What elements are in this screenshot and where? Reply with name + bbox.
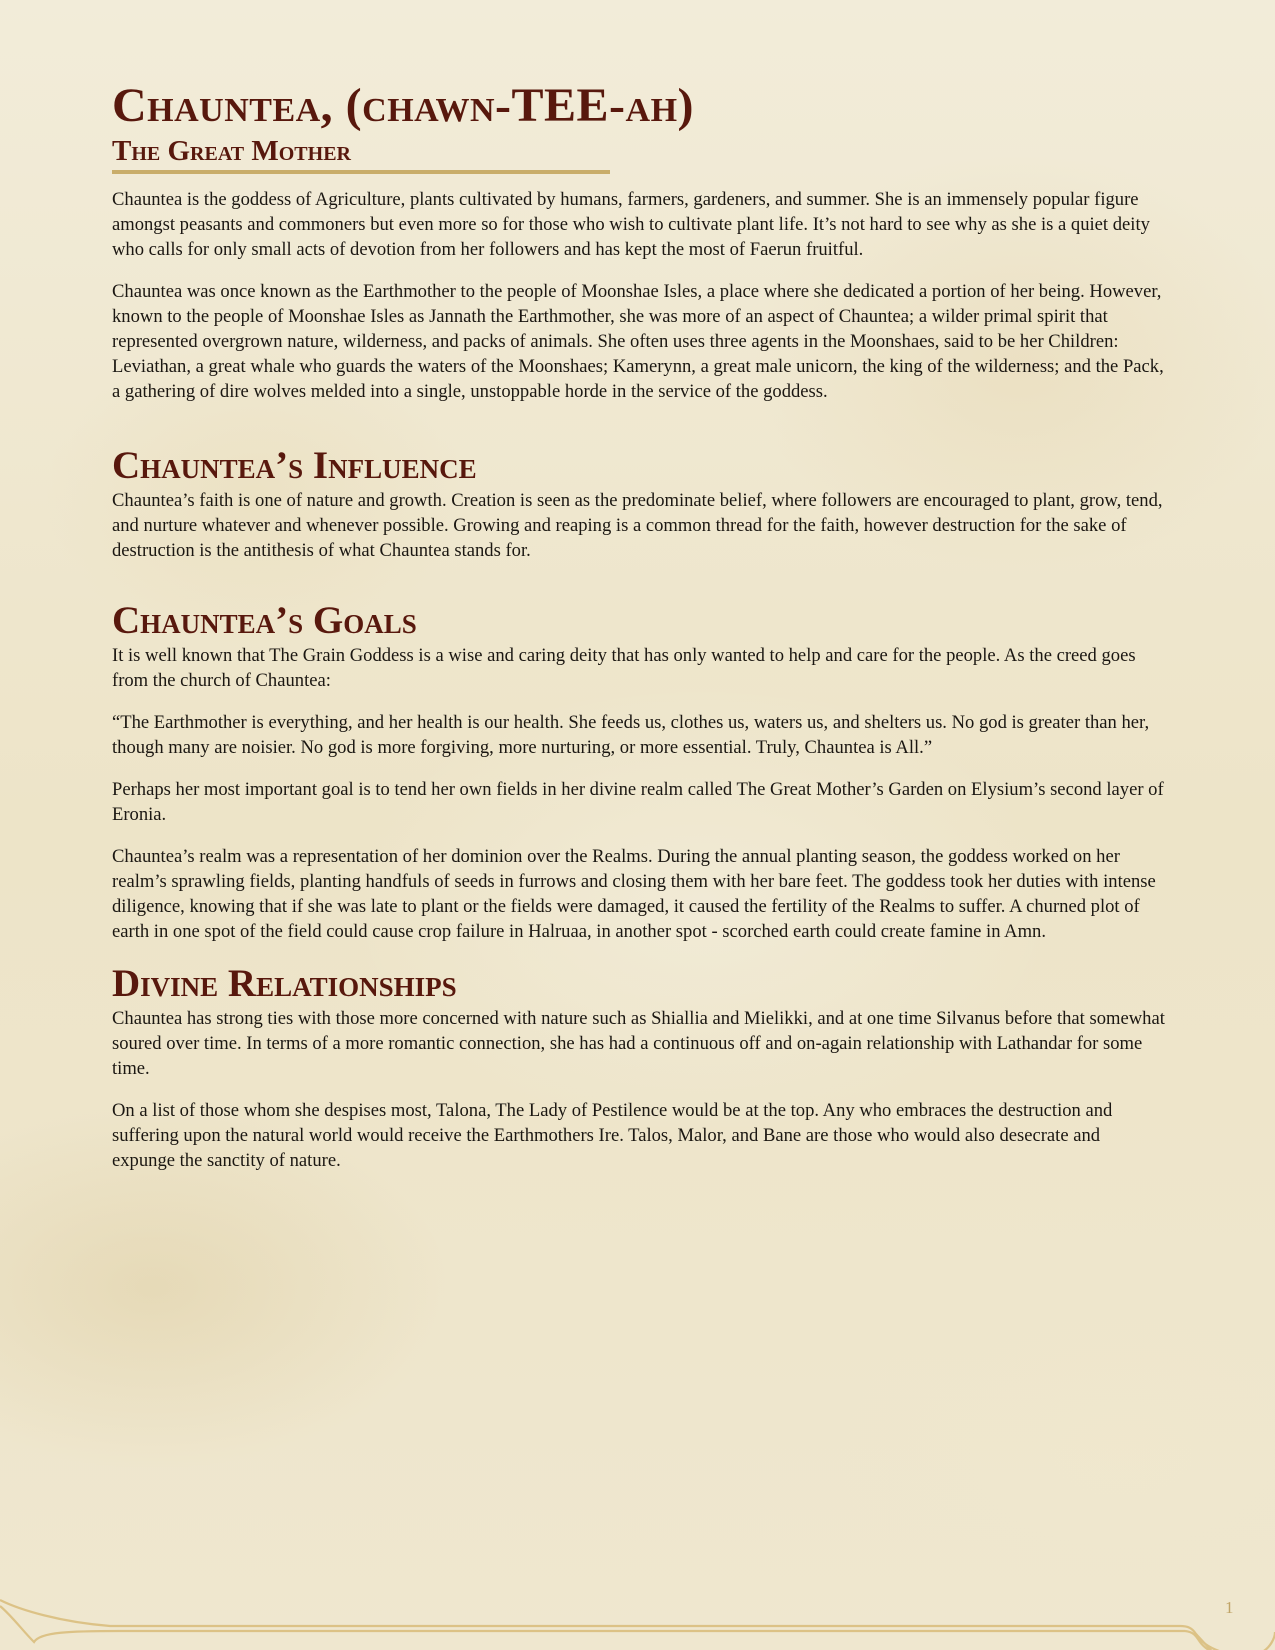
page-number: 1 xyxy=(1225,1598,1234,1617)
section-heading: Chauntea’s Influence xyxy=(112,444,477,487)
intro-paragraph: Chauntea was once known as the Earthmother to the people of Moonshae Isles, a place where she dedicated a portion of her being. However, known to the people of Moonshae Isles as Jannath the Earthmother, she was more of an aspect of Chauntea; a wilder primal spirit that represented overgrown nature, wilderness, and packs of animals. She often uses three agents in the Moonshaes, said to be her Children: Leviathan, a great whale who guards the waters of the Moonshaes; Kamerynn, a great male unicorn, the king of the wilderness; and the Pack, a gathering of dire wolves melded into a single, unstoppable horde in the service of the goddess. xyxy=(112,281,1164,402)
page-title: Chauntea, (chawn-TEE-ah) xyxy=(112,79,695,132)
section-paragraph: Chauntea’s realm was a representation of her dominion over the Realms. During the annual planting season, the goddess worked on her realm’s sprawling fields, planting handfuls of seeds in furrows and closing them with her bare feet. The goddess took her duties with intense diligence, knowing that if she was late to plant or the fields were damaged, it caused the fertility of the Realms to suffer. A churned plot of earth in one spot of the field could cause crop failure in Halruaa, in another spot - scorched earth could create famine in Amn. xyxy=(112,846,1156,942)
section-heading: Divine Relationships xyxy=(112,962,457,1005)
section-influence xyxy=(112,444,1167,563)
page-subtitle: The Great Mother xyxy=(112,134,610,174)
creed-quote: “The Earthmother is everything, and her health is our health. She feeds us, clothes us, waters us, and shelters us. No god is greater than her, though many are noisier. No god is more forgiving, more nurturing, or more essential. Truly, Chauntea is All.” xyxy=(112,712,1150,758)
section-paragraph: Chauntea’s faith is one of nature and growth. Creation is seen as the predominate belief, where followers are encouraged to plant, grow, tend, and nurture whatever and whenever possible. Growing and reaping is a common thread for the faith, however destruction for the sake of destruction is the antithesis of what Chauntea stands for. xyxy=(112,490,1163,561)
footer-flourish-icon xyxy=(0,1560,1275,1650)
section-divine-relationships xyxy=(112,962,1167,1173)
section-paragraph: On a list of those whom she despises most, Talona, The Lady of Pestilence would be at the top. Any who embraces the destruction and suffering upon the natural world would receive the Earthmothers Ire. Talos, Malor, and Bane are those who would also desecrate and expunge the sanctity of nature. xyxy=(112,1100,1113,1171)
section-paragraph: Chauntea has strong ties with those more concerned with nature such as Shiallia and Mielikki, and at one time Silvanus before that somewhat soured over time. In terms of a more romantic connection, she has had a continuous off and on-again relationship with Lathandar for some time. xyxy=(112,1008,1165,1079)
intro-paragraph: Chauntea is the goddess of Agriculture, plants cultivated by humans, farmers, gardeners, and summer. She is an immensely popular figure amongst peasants and commoners but even more so for those who wish to cultivate plant life. It’s not hard to see why as she is a quiet deity who calls for only small acts of devotion from her followers and has kept the most of Faerun fruitful. xyxy=(112,189,1150,260)
section-paragraph: Perhaps her most important goal is to tend her own fields in her divine realm called The Great Mother’s Garden on Elysium’s second layer of Eronia. xyxy=(112,779,1164,825)
section-goals xyxy=(112,599,1167,944)
document-page xyxy=(112,78,1167,1173)
section-heading: Chauntea’s Goals xyxy=(112,599,417,642)
intro-section xyxy=(112,187,1167,404)
section-paragraph: It is well known that The Grain Goddess is a wise and caring deity that has only wanted to help and care for the people. As the creed goes from the church of Chauntea: xyxy=(112,645,1136,691)
